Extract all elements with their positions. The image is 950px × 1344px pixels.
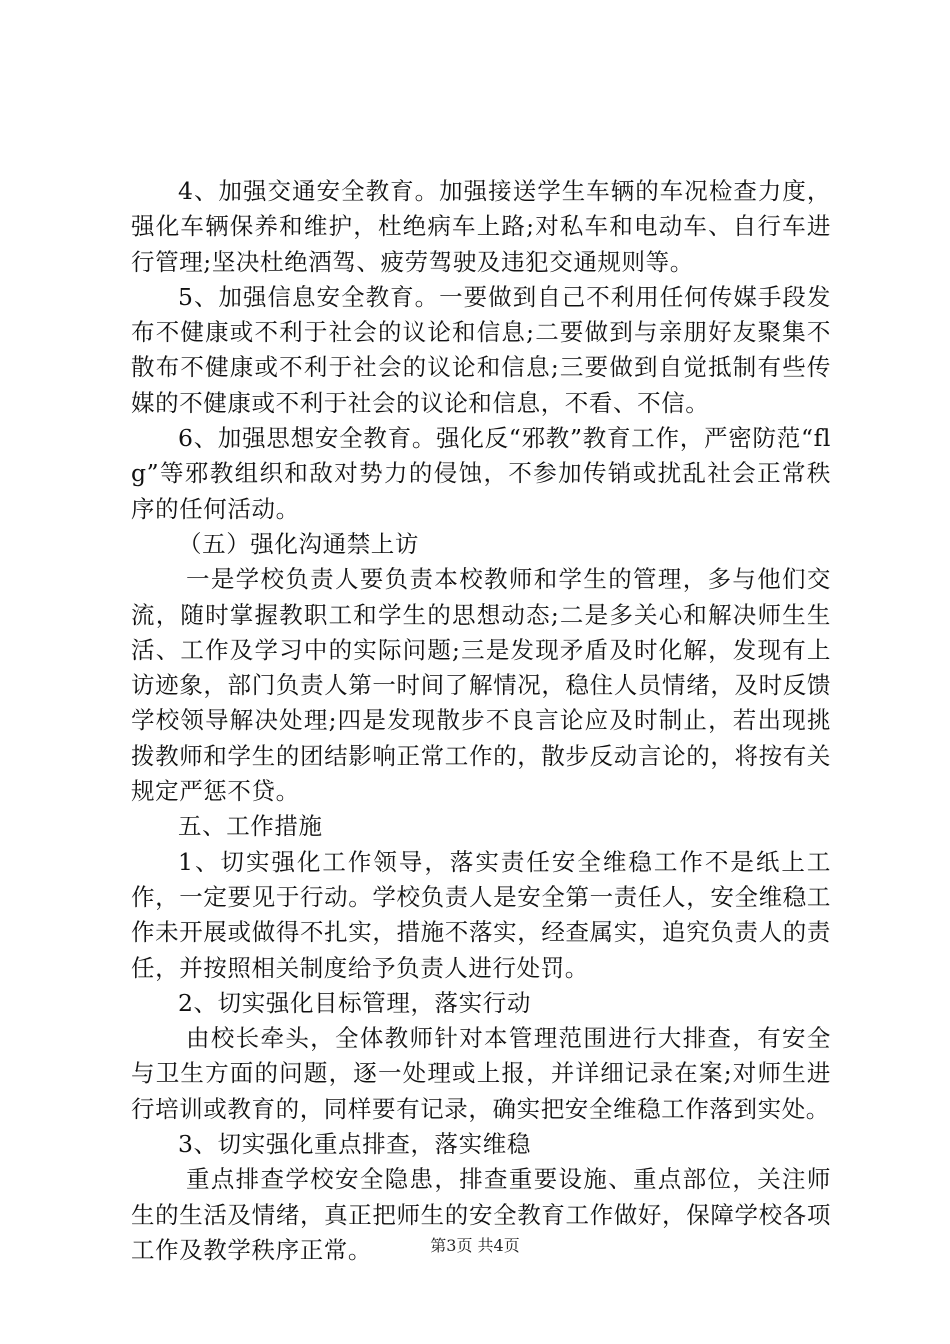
paragraph-measure-inspection-heading: 3、切实强化重点排查，落实维稳 xyxy=(178,1130,531,1159)
paragraph-measure-target-heading: 2、切实强化目标管理，落实行动 xyxy=(178,988,531,1017)
page-number-footer: 第3页 共4页 xyxy=(430,1236,520,1255)
paragraph-ideological-safety: 6、加强思想安全教育。强化反“邪教”教育工作，严密防范“flg”等邪教组织和敌对势力的侵蚀，不参加传销或扰乱社会正常秩序的任何活动。 xyxy=(131,424,831,523)
paragraph-information-safety: 5、加强信息安全教育。一要做到自己不利用任何传媒手段发布不健康或不利于社会的议论和信息;二要做到与亲朋好友聚集不散布不健康或不利于社会的议论和信息;三要做到自觉抵制有些传媒的不健康或不利于社会的议论和信息，不看、不信。 xyxy=(131,282,831,417)
section-heading-work-measures: 五、工作措施 xyxy=(178,812,323,841)
section-heading-communication: （五）强化沟通禁上访 xyxy=(178,529,419,558)
paragraph-measure-target: 由校长牵头，全体教师针对本管理范围进行大排查，有安全与卫生方面的问题，逐一处理或上报，并详细记录在案;对师生进行培训或教育的，同样要有记录，确实把安全维稳工作落到实处。 xyxy=(131,1024,831,1123)
paragraph-measure-leadership: 1、切实强化工作领导，落实责任安全维稳工作不是纸上工作，一定要见于行动。学校负责人是安全第一责任人，安全维稳工作未开展或做得不扎实，措施不落实，经查属实，追究负责人的责任，并按照相关制度给予负责人进行处罚。 xyxy=(131,847,831,982)
paragraph-communication: 一是学校负责人要负责本校教师和学生的管理，多与他们交流，随时掌握教职工和学生的思想动态;二是多关心和解决师生生活、工作及学习中的实际问题;三是发现矛盾及时化解，发现有上访迹象，部门负责人第一时间了解情况，稳住人员情绪，及时反馈学校领导解决处理;四是发现散步不良言论应及时制止，若出现挑拨教师和学生的团结影响正常工作的，散步反动言论的，将按有关规定严惩不贷。 xyxy=(131,565,831,806)
paragraph-measure-inspection: 重点排查学校安全隐患，排查重要设施、重点部位，关注师生的生活及情绪，真正把师生的安全教育工作做好，保障学校各项工作及教学秩序正常。 xyxy=(131,1165,831,1264)
document-body xyxy=(131,174,831,1268)
paragraph-traffic-safety: 4、加强交通安全教育。加强接送学生车辆的车况检查力度，强化车辆保养和维护，杜绝病车上路;对私车和电动车、自行车进行管理;坚决杜绝酒驾、疲劳驾驶及违犯交通规则等。 xyxy=(131,177,831,276)
